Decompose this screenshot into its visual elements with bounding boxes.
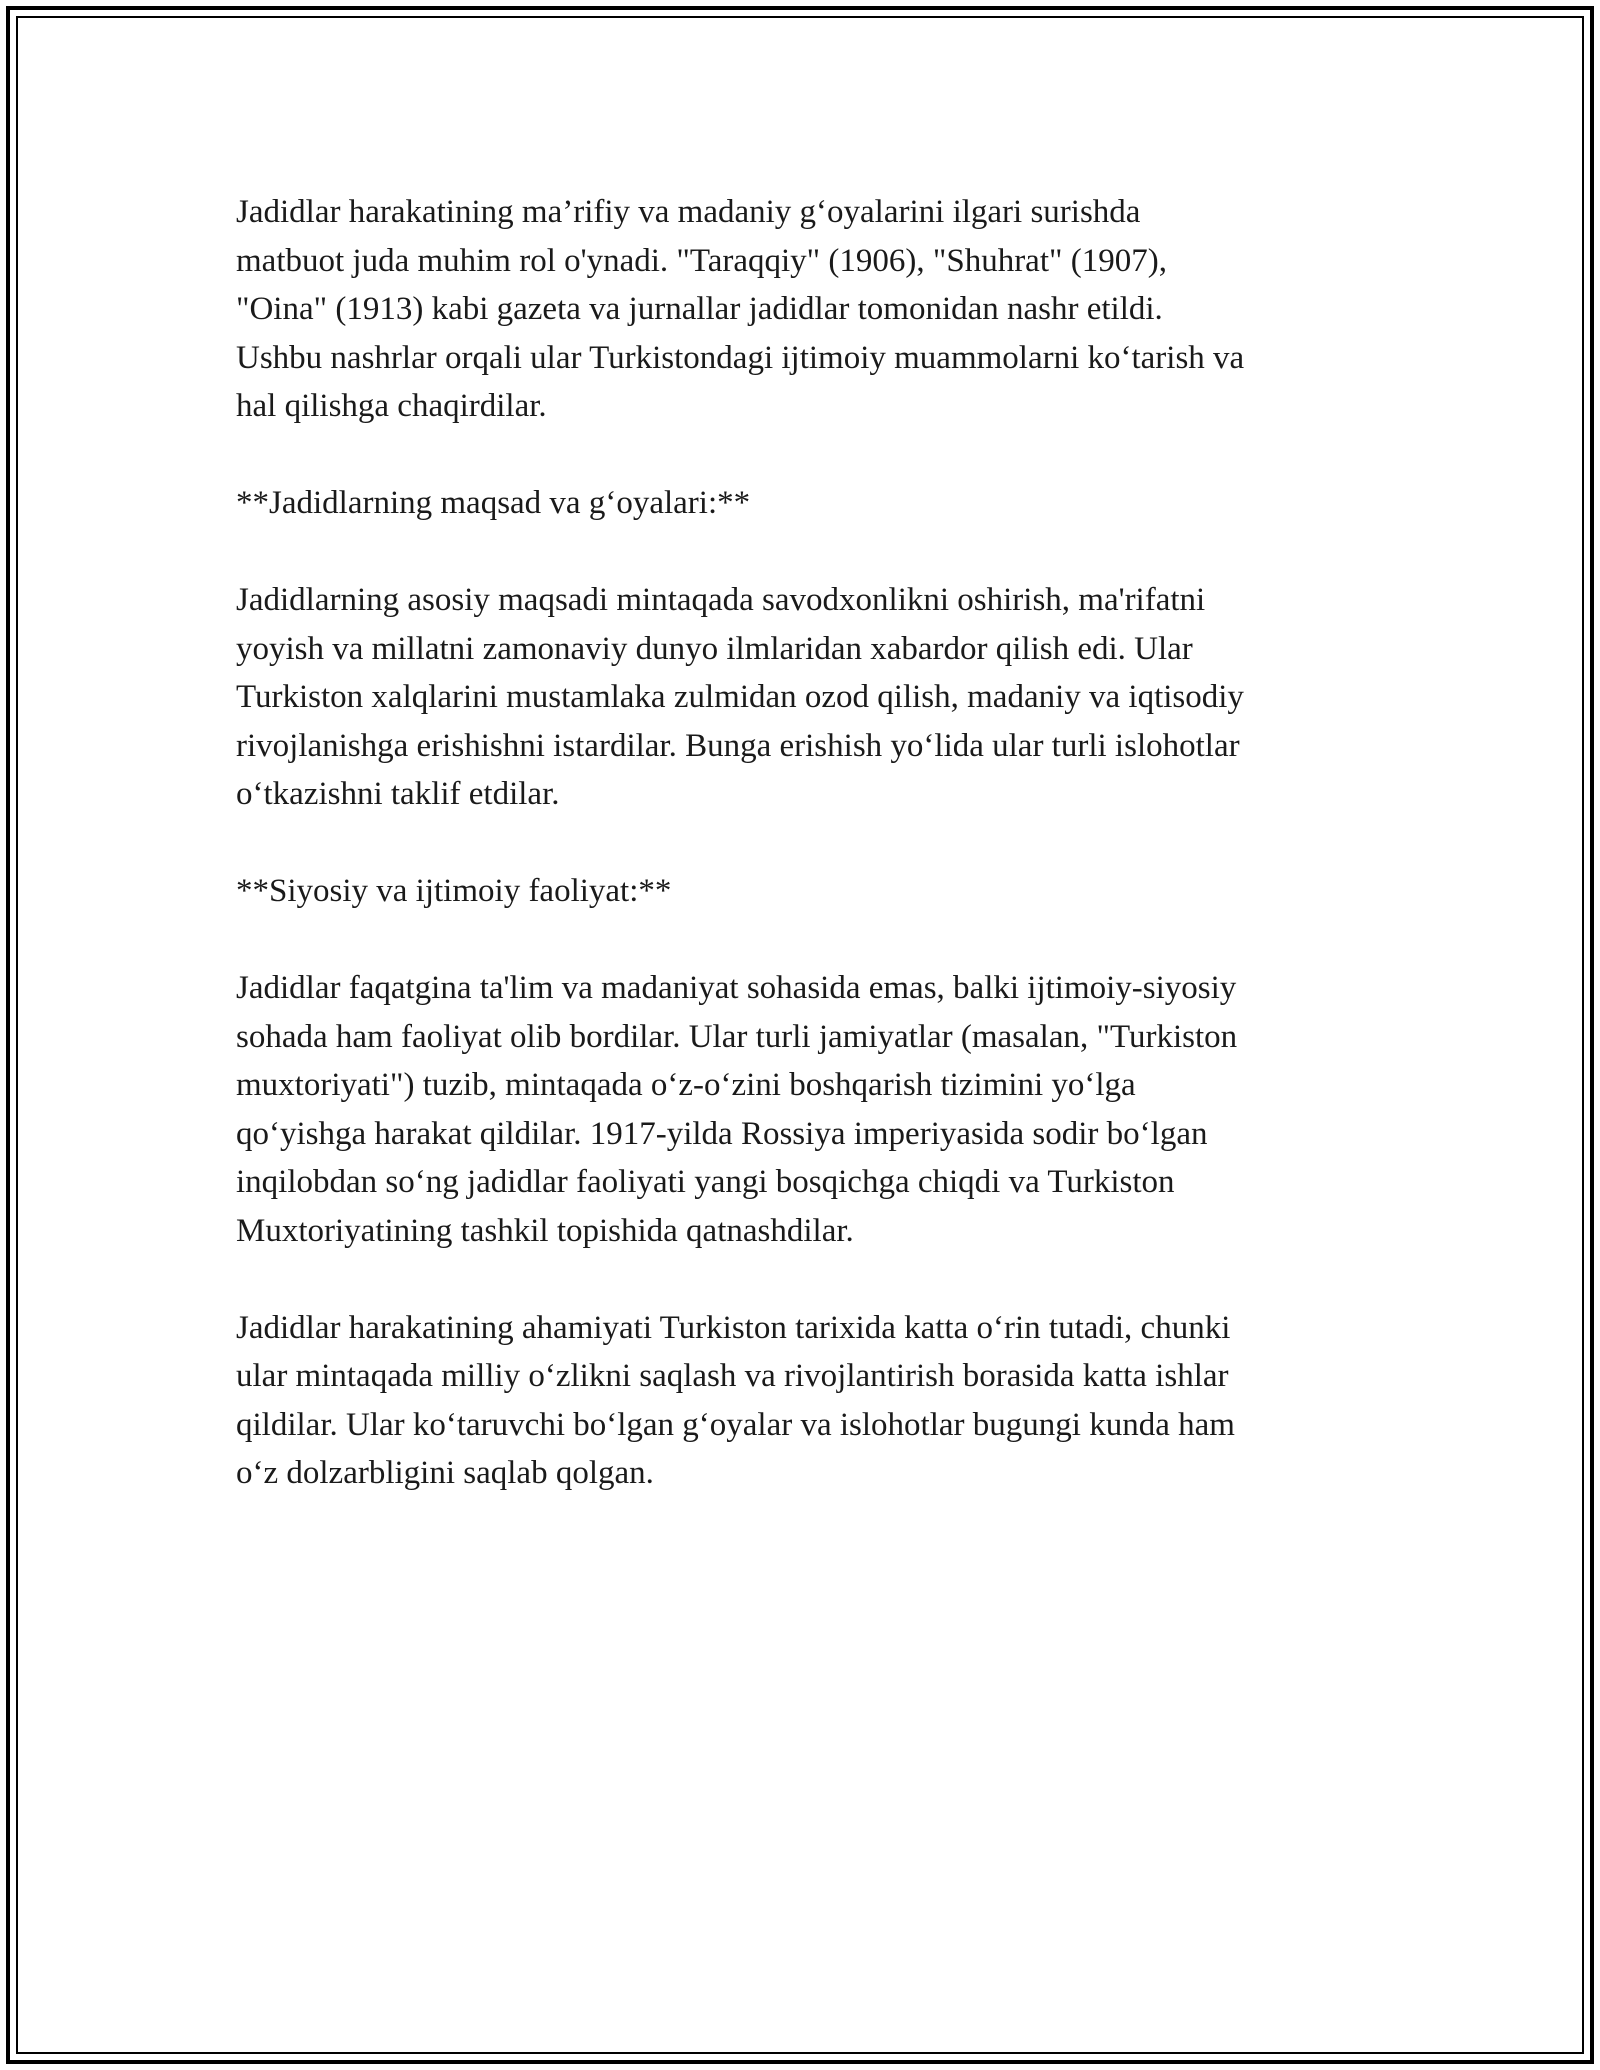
paragraph-press — [236, 188, 1364, 431]
text-line: Turkiston xalqlarini mustamlaka zulmidan ozod qilish, madaniy va iqtisodiy — [236, 679, 1244, 715]
text-line: hal qilishga chaqirdilar. — [236, 388, 547, 424]
text-line: matbuot juda muhim rol o'ynadi. "Taraqqiy" (1906), "Shuhrat" (1907), — [236, 242, 1167, 279]
heading-text: **Siyosiy va ijtimoiy faoliyat:** — [236, 873, 672, 909]
section-heading-political — [236, 867, 1364, 916]
text-line: Jadidlar harakatining ma’rifiy va madaniy g‘oyalarini ilgari surishda — [236, 194, 1141, 230]
text-line: yoyish va millatni zamonaviy dunyo ilmlaridan xabardor qilish edi. Ular — [236, 630, 1193, 667]
text-line: o‘z dolzarbligini saqlab qolgan. — [236, 1455, 654, 1491]
text-line: ular mintaqada milliy o‘zlikni saqlash va rivojlantirish borasida katta ishlar — [236, 1358, 1229, 1394]
text-line: Muxtoriyatining tashkil topishida qatnashdilar. — [236, 1212, 854, 1249]
text-line: o‘tkazishni taklif etdilar. — [236, 776, 560, 812]
text-line: Jadidlar faqatgina ta'lim va madaniyat sohasida emas, balki ijtimoiy-siyosiy — [236, 970, 1237, 1006]
paragraph-significance — [236, 1304, 1364, 1498]
paragraph-goals — [236, 576, 1364, 819]
text-line: muxtoriyati") tuzib, mintaqada o‘z-o‘zini boshqarish tizimini yo‘lga — [236, 1067, 1136, 1103]
text-line: Jadidlarning asosiy maqsadi mintaqada savodxonlikni oshirish, ma'rifatni — [236, 582, 1206, 618]
text-line: sohada ham faoliyat olib bordilar. Ular turli jamiyatlar (masalan, "Turkiston — [236, 1018, 1238, 1055]
paragraph-political — [236, 964, 1364, 1255]
text-line: qildilar. Ular ko‘taruvchi bo‘lgan g‘oyalar va islohotlar bugungi kunda ham — [236, 1406, 1235, 1443]
text-line: Jadidlar harakatining ahamiyati Turkiston tarixida katta o‘rin tutadi, chunki — [236, 1309, 1231, 1346]
text-line: inqilobdan so‘ng jadidlar faoliyati yangi bosqichga chiqdi va Turkiston — [236, 1164, 1175, 1200]
text-line: qo‘yishga harakat qildilar. 1917-yilda Rossiya imperiyasida sodir bo‘lgan — [236, 1115, 1208, 1152]
document-body — [236, 188, 1364, 1546]
text-line: rivojlanishga erishishni istardilar. Bunga erishish yo‘lida ular turli islohotlar — [236, 727, 1240, 764]
section-heading-goals — [236, 479, 1364, 528]
text-line: Ushbu nashrlar orqali ular Turkistondagi ijtimoiy muammolarni ko‘tarish va — [236, 339, 1245, 376]
text-line: "Oina" (1913) kabi gazeta va jurnallar jadidlar tomonidan nashr etildi. — [236, 291, 1163, 327]
heading-text: **Jadidlarning maqsad va g‘oyalari:** — [236, 485, 751, 521]
